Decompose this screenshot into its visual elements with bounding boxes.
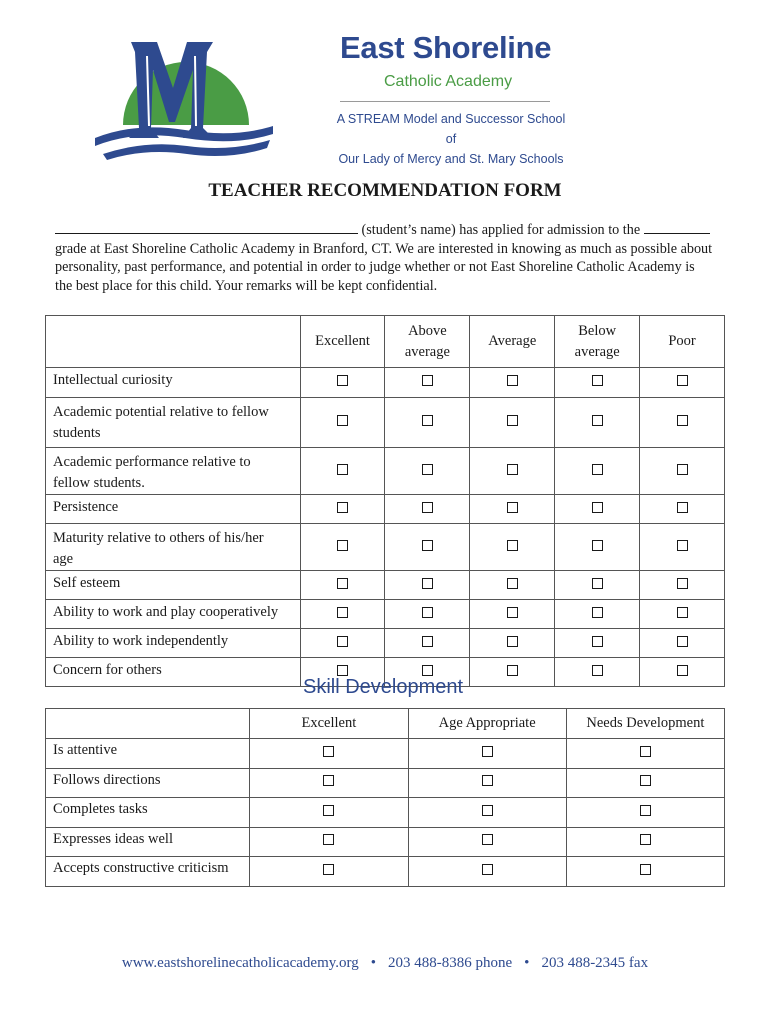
skills-label-header xyxy=(46,709,250,739)
rating-cell xyxy=(385,448,470,495)
rating-cell xyxy=(640,448,725,495)
rating-cell xyxy=(385,571,470,600)
rating-cell xyxy=(555,524,640,571)
criterion-line: Intellectual curiosity xyxy=(53,372,173,388)
skill-checkbox[interactable] xyxy=(323,746,334,757)
criterion-label xyxy=(46,448,301,495)
rating-cell xyxy=(555,448,640,495)
rating-checkbox[interactable] xyxy=(507,665,518,676)
criterion-line: students xyxy=(53,425,101,441)
rating-checkbox[interactable] xyxy=(422,464,433,475)
criterion-label xyxy=(46,368,301,398)
rating-cell xyxy=(385,495,470,524)
intro-text-1: (student’s name) has applied for admission to the xyxy=(361,222,641,238)
tagline-line-1: A STREAM Model and Successor School of xyxy=(336,112,566,146)
rating-checkbox[interactable] xyxy=(507,578,518,589)
rating-cell xyxy=(300,368,385,398)
rating-checkbox[interactable] xyxy=(592,464,603,475)
skill-label: Completes tasks xyxy=(46,798,250,828)
rating-checkbox[interactable] xyxy=(677,375,688,386)
rating-checkbox[interactable] xyxy=(422,636,433,647)
criterion-line: Academic performance relative to xyxy=(53,454,251,470)
school-tagline xyxy=(336,109,566,169)
column-header-line: Excellent xyxy=(315,333,370,349)
rating-checkbox[interactable] xyxy=(592,415,603,426)
rating-cell xyxy=(385,368,470,398)
rating-checkbox[interactable] xyxy=(677,636,688,647)
table-row xyxy=(46,448,725,495)
ratings-table xyxy=(45,315,725,687)
rating-cell xyxy=(470,571,555,600)
bullet-separator: • xyxy=(370,955,377,971)
criterion-label xyxy=(46,629,301,658)
rating-cell xyxy=(385,524,470,571)
rating-checkbox[interactable] xyxy=(507,464,518,475)
rating-checkbox[interactable] xyxy=(592,665,603,676)
rating-checkbox[interactable] xyxy=(507,636,518,647)
form-title: TEACHER RECOMMENDATION FORM xyxy=(208,180,562,201)
skill-cell xyxy=(250,768,408,798)
letterhead xyxy=(0,0,770,170)
ratings-label-header xyxy=(46,316,301,368)
rating-cell xyxy=(555,368,640,398)
table-row xyxy=(46,571,725,600)
skill-cell xyxy=(566,768,724,798)
table-row xyxy=(46,739,725,769)
rating-checkbox[interactable] xyxy=(507,502,518,513)
rating-cell xyxy=(470,448,555,495)
rating-checkbox[interactable] xyxy=(507,375,518,386)
header-divider xyxy=(340,101,550,102)
rating-checkbox[interactable] xyxy=(592,375,603,386)
skill-checkbox[interactable] xyxy=(323,805,334,816)
skill-label: Is attentive xyxy=(46,739,250,769)
rating-cell xyxy=(555,571,640,600)
column-header-line: average xyxy=(574,343,620,360)
rating-cell xyxy=(300,495,385,524)
rating-cell xyxy=(300,398,385,448)
table-row xyxy=(46,368,725,398)
skill-label: Expresses ideas well xyxy=(46,827,250,857)
skill-checkbox[interactable] xyxy=(640,746,651,757)
skill-checkbox[interactable] xyxy=(482,834,493,845)
rating-checkbox[interactable] xyxy=(337,415,348,426)
criterion-line: age xyxy=(53,551,74,567)
skill-cell xyxy=(408,827,566,857)
footer-website[interactable]: www.eastshorelinecatholicacademy.org xyxy=(121,955,359,971)
skill-checkbox[interactable] xyxy=(482,864,493,875)
criterion-line: Persistence xyxy=(53,499,119,515)
criterion-label xyxy=(46,398,301,448)
rating-checkbox[interactable] xyxy=(677,415,688,426)
skill-cell xyxy=(250,798,408,828)
table-row xyxy=(46,629,725,658)
rating-cell xyxy=(300,629,385,658)
skill-cell xyxy=(566,857,724,887)
rating-cell xyxy=(555,398,640,448)
skill-checkbox[interactable] xyxy=(640,864,651,875)
criterion-line: Academic potential relative to fellow xyxy=(53,404,269,420)
rating-cell xyxy=(300,448,385,495)
rating-cell xyxy=(300,571,385,600)
column-header-line: Average xyxy=(488,333,537,349)
skills-table xyxy=(45,708,725,887)
skill-checkbox[interactable] xyxy=(640,834,651,845)
rating-checkbox[interactable] xyxy=(677,578,688,589)
skill-checkbox[interactable] xyxy=(640,775,651,786)
rating-cell xyxy=(555,658,640,687)
rating-cell xyxy=(640,495,725,524)
rating-checkbox[interactable] xyxy=(507,415,518,426)
bullet-separator: • xyxy=(524,955,530,971)
rating-cell xyxy=(555,495,640,524)
rating-checkbox[interactable] xyxy=(422,578,433,589)
ratings-column-header xyxy=(300,316,385,368)
rating-cell xyxy=(385,398,470,448)
rating-checkbox[interactable] xyxy=(592,578,603,589)
table-row xyxy=(46,798,725,828)
school-name: East Shoreline xyxy=(340,30,552,65)
rating-checkbox[interactable] xyxy=(422,607,433,618)
skill-checkbox[interactable] xyxy=(482,805,493,816)
table-row xyxy=(46,600,725,629)
school-subtitle: Catholic Academy xyxy=(384,73,513,90)
skill-cell xyxy=(250,739,408,769)
rating-cell xyxy=(470,629,555,658)
skills-column-header: Excellent xyxy=(250,709,408,739)
criterion-line: Ability to work and play cooperatively xyxy=(53,604,279,620)
skill-cell xyxy=(566,739,724,769)
rating-checkbox[interactable] xyxy=(337,375,348,386)
rating-cell xyxy=(555,600,640,629)
footer-fax: 203 488-2345 fax xyxy=(541,955,649,971)
skill-cell xyxy=(250,857,408,887)
rating-checkbox[interactable] xyxy=(422,415,433,426)
criterion-label xyxy=(46,524,301,571)
criterion-label xyxy=(46,658,301,687)
rating-cell xyxy=(640,658,725,687)
intro-text-2: grade at East Shoreline Catholic Academy in Branford, CT. We are interested in knowing as much as possible about personality, past performance, and potential in order to judge whether or not East Shoreline Catholic Academy is the best place for this child. Your remarks will be kept confidential. xyxy=(55,240,713,294)
rating-cell xyxy=(640,524,725,571)
table-row xyxy=(46,768,725,798)
rating-checkbox[interactable] xyxy=(337,540,348,551)
table-row xyxy=(46,827,725,857)
rating-cell xyxy=(640,368,725,398)
criterion-line: Ability to work independently xyxy=(53,633,229,649)
footer-phone: 203 488-8386 phone xyxy=(388,955,513,971)
rating-checkbox[interactable] xyxy=(337,464,348,475)
rating-checkbox[interactable] xyxy=(592,502,603,513)
rating-cell xyxy=(385,600,470,629)
rating-checkbox[interactable] xyxy=(677,540,688,551)
skill-checkbox[interactable] xyxy=(323,834,334,845)
rating-cell xyxy=(385,629,470,658)
rating-checkbox[interactable] xyxy=(677,607,688,618)
tagline-line-2: Our Lady of Mercy and St. Mary Schools xyxy=(338,152,564,166)
rating-cell xyxy=(640,571,725,600)
ratings-column-header xyxy=(640,316,725,368)
rating-checkbox[interactable] xyxy=(337,636,348,647)
rating-checkbox[interactable] xyxy=(677,464,688,475)
rating-checkbox[interactable] xyxy=(507,540,518,551)
student-name-blank[interactable] xyxy=(55,223,358,234)
rating-cell xyxy=(470,398,555,448)
rating-cell xyxy=(640,629,725,658)
skill-cell xyxy=(250,827,408,857)
criterion-label xyxy=(46,495,301,524)
criterion-line: Maturity relative to others of his/her xyxy=(53,530,264,546)
criterion-label xyxy=(46,571,301,600)
rating-cell xyxy=(555,629,640,658)
skill-checkbox[interactable] xyxy=(323,775,334,786)
rating-checkbox[interactable] xyxy=(422,502,433,513)
criterion-line: Concern for others xyxy=(53,662,162,678)
skill-checkbox[interactable] xyxy=(640,805,651,816)
skill-checkbox[interactable] xyxy=(323,864,334,875)
rating-checkbox[interactable] xyxy=(677,665,688,676)
rating-cell xyxy=(300,600,385,629)
column-header-line: Poor xyxy=(668,333,696,349)
criterion-line: fellow students. xyxy=(53,475,145,491)
table-row xyxy=(46,398,725,448)
grade-blank[interactable] xyxy=(644,223,710,234)
school-logo xyxy=(95,30,275,160)
skill-label: Accepts constructive criticism xyxy=(46,857,250,887)
rating-checkbox[interactable] xyxy=(337,607,348,618)
rating-checkbox[interactable] xyxy=(592,636,603,647)
ratings-column-header xyxy=(385,316,470,368)
rating-checkbox[interactable] xyxy=(592,540,603,551)
skill-label: Follows directions xyxy=(46,768,250,798)
ratings-column-header xyxy=(470,316,555,368)
rating-checkbox[interactable] xyxy=(422,665,433,676)
table-row xyxy=(46,524,725,571)
rating-checkbox[interactable] xyxy=(337,665,348,676)
rating-checkbox[interactable] xyxy=(337,578,348,589)
skills-column-header: Age Appropriate xyxy=(408,709,566,739)
skill-cell xyxy=(408,857,566,887)
rating-checkbox[interactable] xyxy=(337,502,348,513)
skill-cell xyxy=(408,739,566,769)
intro-paragraph xyxy=(55,221,715,295)
rating-cell xyxy=(470,368,555,398)
table-row xyxy=(46,495,725,524)
rating-checkbox[interactable] xyxy=(422,540,433,551)
skill-cell xyxy=(408,768,566,798)
skill-cell xyxy=(566,798,724,828)
rating-cell xyxy=(470,600,555,629)
skill-checkbox[interactable] xyxy=(482,775,493,786)
skill-cell xyxy=(566,827,724,857)
rating-checkbox[interactable] xyxy=(422,375,433,386)
rating-checkbox[interactable] xyxy=(507,607,518,618)
rating-checkbox[interactable] xyxy=(677,502,688,513)
criterion-label xyxy=(46,600,301,629)
rating-checkbox[interactable] xyxy=(592,607,603,618)
rating-cell xyxy=(640,398,725,448)
skill-development-heading: Skill Development xyxy=(303,676,464,698)
rating-cell xyxy=(470,524,555,571)
rating-cell xyxy=(640,600,725,629)
column-header-line: average xyxy=(404,343,450,360)
rating-cell xyxy=(470,658,555,687)
footer xyxy=(0,955,770,972)
rating-cell xyxy=(300,524,385,571)
column-header-line: Below xyxy=(578,322,617,339)
column-header-line: Above xyxy=(408,322,447,339)
skill-cell xyxy=(408,798,566,828)
skills-column-header: Needs Development xyxy=(566,709,724,739)
skill-checkbox[interactable] xyxy=(482,746,493,757)
table-row xyxy=(46,857,725,887)
ratings-column-header xyxy=(555,316,640,368)
rating-cell xyxy=(470,495,555,524)
criterion-line: Self esteem xyxy=(53,575,121,591)
